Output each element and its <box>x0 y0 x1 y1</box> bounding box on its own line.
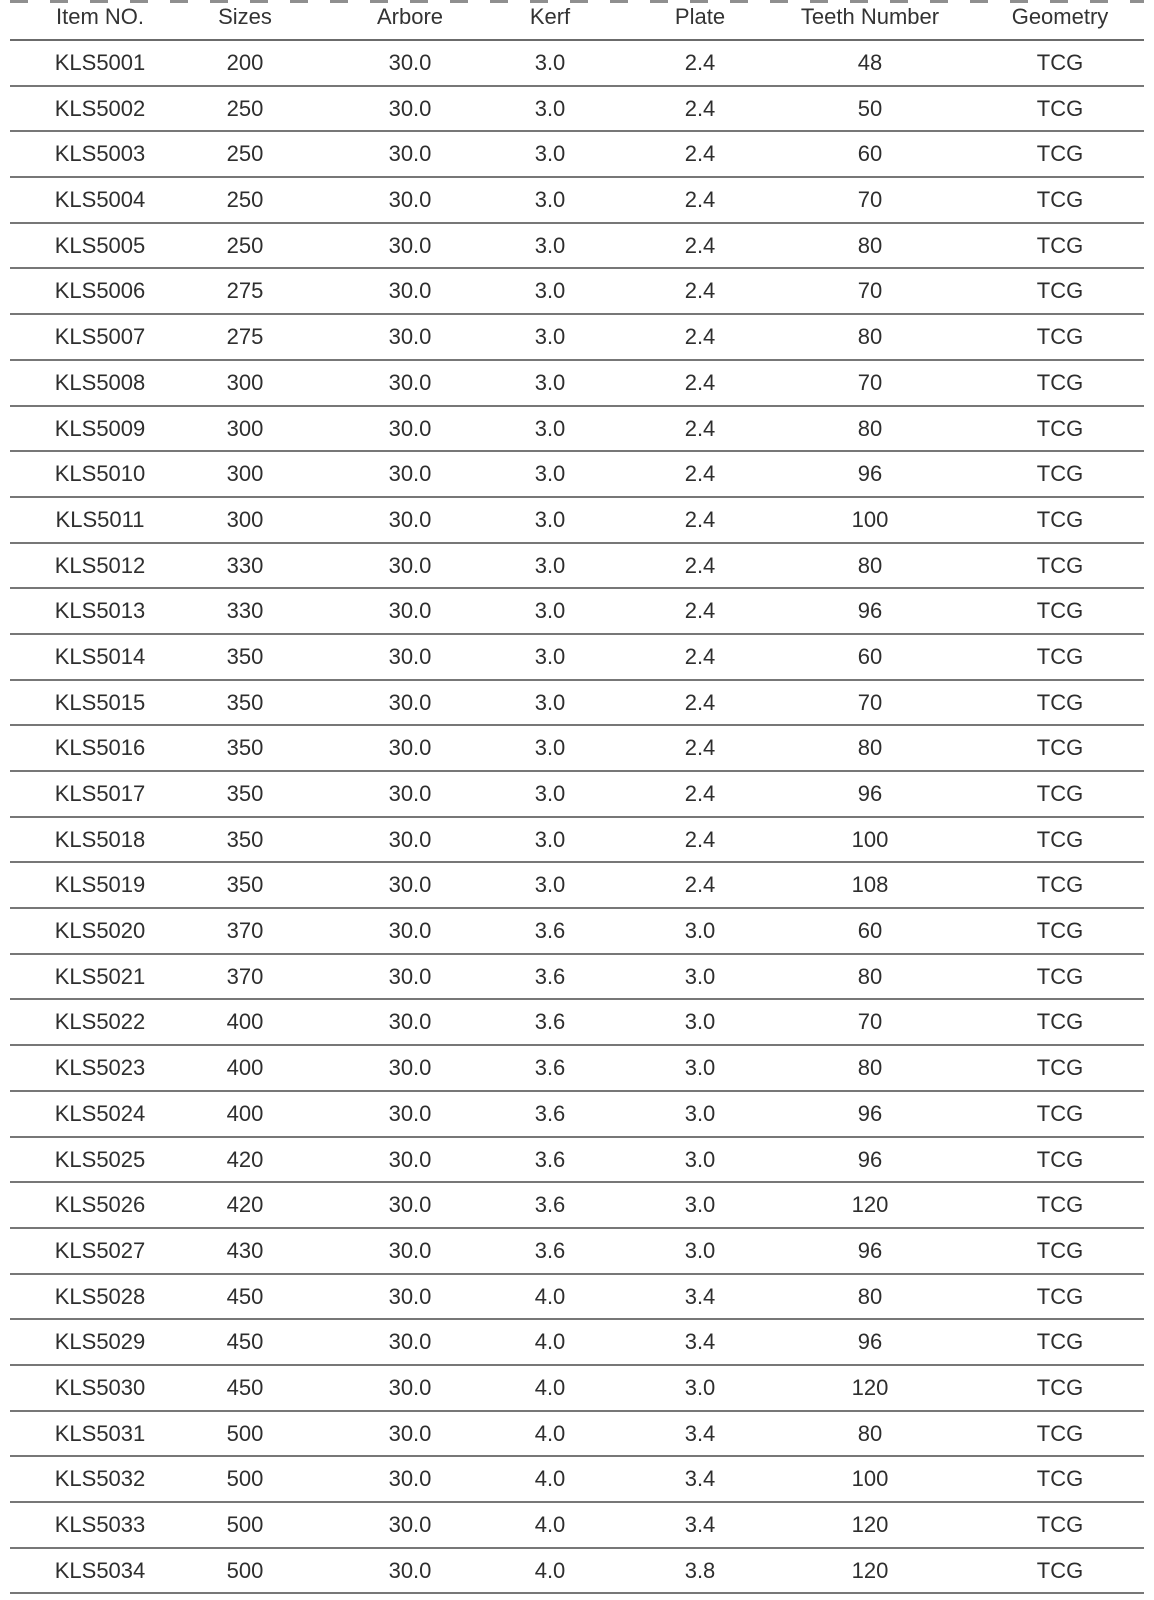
cell-size: 450 <box>226 1374 264 1400</box>
cell-geometry: TCG <box>1036 1237 1084 1263</box>
cell-kerf: 3.0 <box>534 781 566 806</box>
cell-geometry: TCG <box>1036 1374 1084 1400</box>
cell-arbore: 30.0 <box>388 461 432 487</box>
cell-item-no: KLS5029 <box>54 1329 146 1355</box>
table-row <box>10 41 1144 87</box>
cell-item-no: KLS5011 <box>55 506 145 532</box>
cell-size: 300 <box>226 415 264 441</box>
cell-teeth-number: 120 <box>851 1374 889 1400</box>
cell-teeth-number: 70 <box>857 278 883 304</box>
cell-plate: 2.4 <box>684 689 716 715</box>
cell-plate: 3.0 <box>684 1192 716 1218</box>
cell-item-no: KLS5003 <box>54 141 146 167</box>
cell-plate: 3.4 <box>684 1329 716 1355</box>
cell-plate: 2.4 <box>684 826 716 852</box>
cell-teeth-number: 60 <box>857 643 883 669</box>
cell-teeth-number: 70 <box>857 369 883 395</box>
cell-teeth-number: 80 <box>857 552 883 578</box>
cell-teeth-number: 60 <box>857 141 883 167</box>
cell-teeth-number: 108 <box>851 872 889 898</box>
cell-item-no: KLS5005 <box>54 232 146 258</box>
cell-item-no: KLS5001 <box>54 50 146 75</box>
cell-teeth-number: 80 <box>857 232 883 258</box>
table-row <box>10 87 1144 133</box>
cell-item-no: KLS5007 <box>54 324 146 350</box>
cell-geometry: TCG <box>1036 1420 1084 1446</box>
cell-arbore: 30.0 <box>388 187 432 213</box>
cell-kerf: 3.6 <box>534 1237 566 1263</box>
cell-size: 250 <box>226 141 264 167</box>
cell-plate: 3.4 <box>684 1420 716 1446</box>
cell-arbore: 30.0 <box>388 95 432 121</box>
cell-geometry: TCG <box>1036 1009 1084 1035</box>
cell-geometry: TCG <box>1036 278 1084 304</box>
cell-arbore: 30.0 <box>388 232 432 258</box>
table-row <box>10 681 1144 727</box>
cell-geometry: TCG <box>1036 141 1084 167</box>
cell-size: 300 <box>226 461 264 487</box>
header-kerf: Kerf <box>529 4 571 29</box>
cell-teeth-number: 100 <box>851 506 889 532</box>
cell-plate: 2.4 <box>684 735 716 761</box>
table-row <box>10 818 1144 864</box>
cell-kerf: 3.0 <box>534 735 566 761</box>
cell-plate: 2.4 <box>684 232 716 258</box>
cell-arbore: 30.0 <box>388 598 432 624</box>
cell-teeth-number: 70 <box>857 689 883 715</box>
table-row <box>10 1229 1144 1275</box>
cell-plate: 2.4 <box>684 50 716 75</box>
cell-size: 500 <box>226 1557 264 1583</box>
cell-teeth-number: 70 <box>857 1009 883 1035</box>
cell-size: 420 <box>226 1192 264 1218</box>
cell-kerf: 3.0 <box>534 552 566 578</box>
cell-plate: 2.4 <box>684 598 716 624</box>
table-row <box>10 361 1144 407</box>
cell-kerf: 3.6 <box>534 1009 566 1035</box>
cell-geometry: TCG <box>1036 1100 1084 1126</box>
cell-kerf: 4.0 <box>534 1283 566 1309</box>
cell-kerf: 4.0 <box>534 1512 566 1537</box>
cell-geometry: TCG <box>1036 1055 1084 1081</box>
cell-item-no: KLS5034 <box>54 1557 146 1583</box>
cell-plate: 3.0 <box>684 1055 716 1081</box>
cell-geometry: TCG <box>1036 50 1084 75</box>
table-row <box>10 1275 1144 1321</box>
cell-arbore: 30.0 <box>388 1466 432 1492</box>
cell-geometry: TCG <box>1036 781 1084 806</box>
cell-size: 450 <box>226 1283 264 1309</box>
table-row <box>10 132 1144 178</box>
cell-teeth-number: 96 <box>857 1100 883 1126</box>
cell-plate: 3.0 <box>684 918 716 944</box>
cell-plate: 3.0 <box>684 1100 716 1126</box>
cell-size: 250 <box>226 187 264 213</box>
cell-geometry: TCG <box>1036 552 1084 578</box>
cell-item-no: KLS5012 <box>54 552 146 578</box>
cell-size: 420 <box>226 1146 264 1172</box>
cell-geometry: TCG <box>1036 598 1084 624</box>
cell-geometry: TCG <box>1036 963 1084 989</box>
cell-plate: 2.4 <box>684 506 716 532</box>
cell-arbore: 30.0 <box>388 50 432 75</box>
cell-geometry: TCG <box>1036 506 1084 532</box>
table-row <box>10 315 1144 361</box>
table-row <box>10 1412 1144 1458</box>
cell-arbore: 30.0 <box>388 506 432 532</box>
header-arbore: Arbore <box>376 4 444 29</box>
cell-plate: 3.8 <box>684 1557 716 1583</box>
header-item-no: Item NO. <box>55 4 144 29</box>
cell-teeth-number: 96 <box>857 1329 883 1355</box>
cell-kerf: 3.0 <box>534 50 566 75</box>
cell-arbore: 30.0 <box>388 689 432 715</box>
cell-geometry: TCG <box>1036 826 1084 852</box>
cell-size: 275 <box>226 324 264 350</box>
cell-plate: 2.4 <box>684 552 716 578</box>
cell-teeth-number: 80 <box>857 963 883 989</box>
cell-item-no: KLS5010 <box>54 461 146 487</box>
cell-arbore: 30.0 <box>388 1146 432 1172</box>
cell-kerf: 3.0 <box>534 598 566 624</box>
cell-kerf: 3.0 <box>534 187 566 213</box>
cell-arbore: 30.0 <box>388 918 432 944</box>
cell-kerf: 3.0 <box>534 826 566 852</box>
cell-geometry: TCG <box>1036 643 1084 669</box>
cell-arbore: 30.0 <box>388 369 432 395</box>
cell-plate: 2.4 <box>684 95 716 121</box>
table-row <box>10 1549 1144 1595</box>
cell-arbore: 30.0 <box>388 1283 432 1309</box>
cell-size: 350 <box>226 872 264 898</box>
cell-size: 500 <box>226 1512 264 1537</box>
table-row <box>10 909 1144 955</box>
cell-item-no: KLS5008 <box>54 369 146 395</box>
cell-geometry: TCG <box>1036 187 1084 213</box>
cell-plate: 3.4 <box>684 1466 716 1492</box>
cell-item-no: KLS5014 <box>54 643 146 669</box>
cell-item-no: KLS5026 <box>54 1192 146 1218</box>
cell-kerf: 3.6 <box>534 1100 566 1126</box>
cell-teeth-number: 120 <box>851 1512 889 1537</box>
table-row <box>10 955 1144 1001</box>
cell-kerf: 3.6 <box>534 963 566 989</box>
cell-plate: 2.4 <box>684 141 716 167</box>
cell-size: 400 <box>226 1009 264 1035</box>
table-row <box>10 224 1144 270</box>
cell-arbore: 30.0 <box>388 1374 432 1400</box>
cell-arbore: 30.0 <box>388 643 432 669</box>
cell-geometry: TCG <box>1036 369 1084 395</box>
cell-size: 350 <box>226 735 264 761</box>
cell-kerf: 3.0 <box>534 278 566 304</box>
table-row <box>10 1366 1144 1412</box>
cell-teeth-number: 50 <box>857 95 883 121</box>
cell-arbore: 30.0 <box>388 1512 432 1537</box>
cell-geometry: TCG <box>1036 1192 1084 1218</box>
cell-arbore: 30.0 <box>388 1329 432 1355</box>
cell-kerf: 3.0 <box>534 461 566 487</box>
cell-plate: 2.4 <box>684 781 716 806</box>
cell-geometry: TCG <box>1036 1466 1084 1492</box>
cell-item-no: KLS5020 <box>54 918 146 944</box>
cell-size: 400 <box>226 1055 264 1081</box>
cell-size: 350 <box>226 781 264 806</box>
cell-geometry: TCG <box>1036 689 1084 715</box>
table-row <box>10 498 1144 544</box>
cell-geometry: TCG <box>1036 461 1084 487</box>
table-row <box>10 589 1144 635</box>
cell-teeth-number: 96 <box>857 598 883 624</box>
cell-kerf: 3.0 <box>534 643 566 669</box>
cell-kerf: 3.0 <box>534 506 566 532</box>
table-row <box>10 726 1144 772</box>
cell-geometry: TCG <box>1036 1329 1084 1355</box>
cell-arbore: 30.0 <box>388 826 432 852</box>
cell-teeth-number: 60 <box>857 918 883 944</box>
cell-geometry: TCG <box>1036 1283 1084 1309</box>
cell-kerf: 4.0 <box>534 1420 566 1446</box>
cell-geometry: TCG <box>1036 1512 1084 1537</box>
table-header <box>10 0 1144 41</box>
cell-item-no: KLS5016 <box>54 735 146 761</box>
cell-size: 330 <box>226 598 264 624</box>
table-row <box>10 178 1144 224</box>
cell-plate: 2.4 <box>684 369 716 395</box>
cell-teeth-number: 120 <box>851 1557 889 1583</box>
cell-size: 350 <box>226 689 264 715</box>
cell-teeth-number: 80 <box>857 1283 883 1309</box>
header-teeth-number: Teeth Number <box>800 4 940 29</box>
cell-item-no: KLS5002 <box>54 95 146 121</box>
cell-size: 370 <box>226 963 264 989</box>
cell-size: 300 <box>226 506 264 532</box>
cell-item-no: KLS5023 <box>54 1055 146 1081</box>
cell-geometry: TCG <box>1036 1557 1084 1583</box>
cell-item-no: KLS5032 <box>54 1466 146 1492</box>
cell-teeth-number: 100 <box>851 1466 889 1492</box>
cell-item-no: KLS5021 <box>54 963 146 989</box>
cell-arbore: 30.0 <box>388 1009 432 1035</box>
cell-kerf: 4.0 <box>534 1466 566 1492</box>
cell-arbore: 30.0 <box>388 1100 432 1126</box>
cell-geometry: TCG <box>1036 232 1084 258</box>
cell-plate: 2.4 <box>684 461 716 487</box>
cell-plate: 3.0 <box>684 1237 716 1263</box>
cell-item-no: KLS5018 <box>54 826 146 852</box>
cell-teeth-number: 80 <box>857 735 883 761</box>
cell-teeth-number: 96 <box>857 461 883 487</box>
cell-size: 500 <box>226 1420 264 1446</box>
cell-arbore: 30.0 <box>388 781 432 806</box>
table-row <box>10 1457 1144 1503</box>
cell-arbore: 30.0 <box>388 415 432 441</box>
cell-item-no: KLS5022 <box>54 1009 146 1035</box>
cell-kerf: 3.6 <box>534 1146 566 1172</box>
cell-geometry: TCG <box>1036 1146 1084 1172</box>
cell-item-no: KLS5027 <box>54 1237 146 1263</box>
cell-kerf: 3.6 <box>534 918 566 944</box>
cell-geometry: TCG <box>1036 918 1084 944</box>
cell-teeth-number: 70 <box>857 187 883 213</box>
cell-arbore: 30.0 <box>388 141 432 167</box>
cell-kerf: 3.0 <box>534 415 566 441</box>
cell-item-no: KLS5015 <box>54 689 146 715</box>
cell-teeth-number: 80 <box>857 324 883 350</box>
table-row <box>10 1138 1144 1184</box>
cell-arbore: 30.0 <box>388 278 432 304</box>
cell-size: 300 <box>226 369 264 395</box>
cell-kerf: 3.0 <box>534 141 566 167</box>
cell-plate: 2.4 <box>684 278 716 304</box>
cell-kerf: 4.0 <box>534 1374 566 1400</box>
table-row <box>10 1183 1144 1229</box>
table-row <box>10 1046 1144 1092</box>
cell-teeth-number: 48 <box>857 50 883 75</box>
cell-arbore: 30.0 <box>388 735 432 761</box>
table-row <box>10 635 1144 681</box>
cell-item-no: KLS5025 <box>54 1146 146 1172</box>
cell-arbore: 30.0 <box>388 872 432 898</box>
cell-size: 500 <box>226 1466 264 1492</box>
cell-plate: 3.4 <box>684 1512 716 1537</box>
cell-geometry: TCG <box>1036 872 1084 898</box>
table-row <box>10 544 1144 590</box>
cell-kerf: 4.0 <box>534 1329 566 1355</box>
cell-size: 430 <box>226 1237 264 1263</box>
cell-teeth-number: 96 <box>857 1146 883 1172</box>
cell-teeth-number: 80 <box>857 1420 883 1446</box>
cell-size: 275 <box>226 278 264 304</box>
cell-geometry: TCG <box>1036 735 1084 761</box>
cell-arbore: 30.0 <box>388 1237 432 1263</box>
cell-teeth-number: 100 <box>851 826 889 852</box>
cell-size: 450 <box>226 1329 264 1355</box>
cell-kerf: 3.0 <box>534 689 566 715</box>
cell-arbore: 30.0 <box>388 1557 432 1583</box>
cell-item-no: KLS5033 <box>54 1512 146 1537</box>
cell-item-no: KLS5017 <box>54 781 146 806</box>
cell-item-no: KLS5013 <box>54 598 146 624</box>
cell-teeth-number: 96 <box>857 1237 883 1263</box>
cell-item-no: KLS5028 <box>54 1283 146 1309</box>
cell-size: 250 <box>226 232 264 258</box>
cell-plate: 3.0 <box>684 963 716 989</box>
cell-arbore: 30.0 <box>388 1055 432 1081</box>
cell-teeth-number: 80 <box>857 415 883 441</box>
table-body <box>10 41 1144 1594</box>
cell-geometry: TCG <box>1036 324 1084 350</box>
cell-arbore: 30.0 <box>388 1420 432 1446</box>
cell-plate: 3.4 <box>684 1283 716 1309</box>
cell-kerf: 3.0 <box>534 232 566 258</box>
cell-kerf: 3.0 <box>534 872 566 898</box>
cell-size: 350 <box>226 826 264 852</box>
header-sizes: Sizes <box>218 4 272 29</box>
cell-size: 370 <box>226 918 264 944</box>
cell-size: 350 <box>226 643 264 669</box>
cell-item-no: KLS5006 <box>54 278 146 304</box>
cell-teeth-number: 80 <box>857 1055 883 1081</box>
cell-plate: 2.4 <box>684 415 716 441</box>
cell-plate: 2.4 <box>684 324 716 350</box>
cell-kerf: 3.0 <box>534 369 566 395</box>
table-row <box>10 407 1144 453</box>
table-row <box>10 1092 1144 1138</box>
cell-item-no: KLS5004 <box>54 187 146 213</box>
cell-item-no: KLS5030 <box>54 1374 146 1400</box>
cell-item-no: KLS5009 <box>54 415 146 441</box>
cell-kerf: 4.0 <box>534 1557 566 1583</box>
cell-geometry: TCG <box>1036 415 1084 441</box>
cell-item-no: KLS5031 <box>54 1420 146 1446</box>
cell-geometry: TCG <box>1036 95 1084 121</box>
cell-size: 200 <box>226 50 264 75</box>
cell-plate: 2.4 <box>684 872 716 898</box>
table-row <box>10 452 1144 498</box>
cell-size: 330 <box>226 552 264 578</box>
cell-item-no: KLS5019 <box>54 872 146 898</box>
cell-kerf: 3.6 <box>534 1192 566 1218</box>
cell-plate: 3.0 <box>684 1374 716 1400</box>
table-row <box>10 1503 1144 1549</box>
header-plate: Plate <box>674 4 726 29</box>
cell-arbore: 30.0 <box>388 552 432 578</box>
cell-plate: 3.0 <box>684 1009 716 1035</box>
table-row <box>10 269 1144 315</box>
cell-item-no: KLS5024 <box>54 1100 146 1126</box>
cell-teeth-number: 96 <box>857 781 883 806</box>
cell-teeth-number: 120 <box>851 1192 889 1218</box>
cell-size: 400 <box>226 1100 264 1126</box>
table-row <box>10 863 1144 909</box>
cell-kerf: 3.0 <box>534 95 566 121</box>
cell-kerf: 3.6 <box>534 1055 566 1081</box>
table-row <box>10 1000 1144 1046</box>
cell-kerf: 3.0 <box>534 324 566 350</box>
cell-arbore: 30.0 <box>388 963 432 989</box>
cell-plate: 2.4 <box>684 643 716 669</box>
cell-plate: 3.0 <box>684 1146 716 1172</box>
table-row <box>10 1320 1144 1366</box>
header-geometry: Geometry <box>1011 4 1109 29</box>
cell-plate: 2.4 <box>684 187 716 213</box>
cell-arbore: 30.0 <box>388 1192 432 1218</box>
table-row <box>10 772 1144 818</box>
cell-size: 250 <box>226 95 264 121</box>
cell-arbore: 30.0 <box>388 324 432 350</box>
